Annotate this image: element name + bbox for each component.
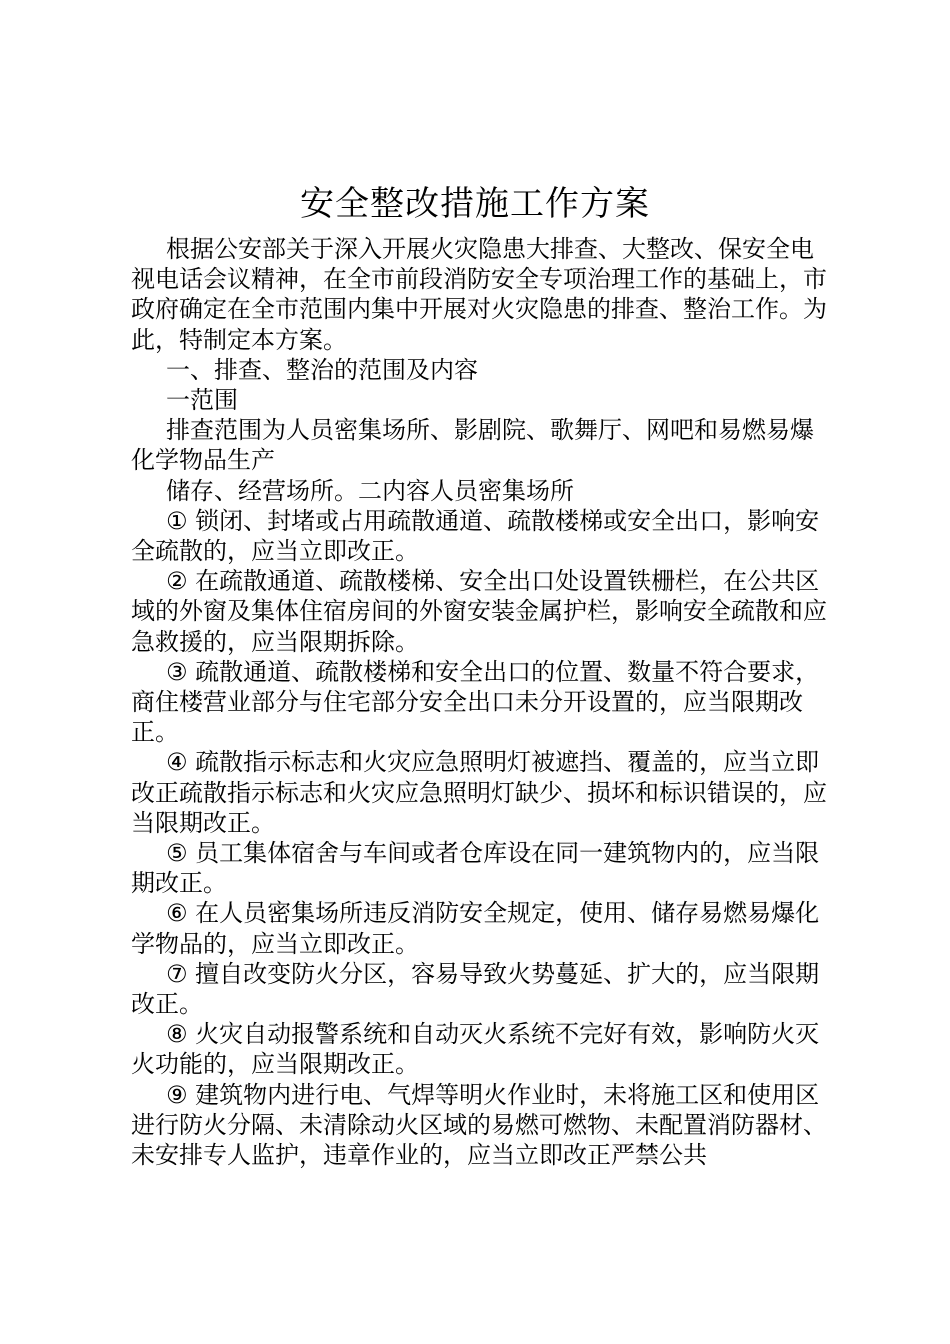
list-item-2: ② 在疏散通道、疏散楼梯、安全出口处设置铁栅栏，在公共区域的外窗及集体住宿房间的外窗安装金属护栏，影响安全疏散和应急救援的，应当限期拆除。 bbox=[131, 567, 827, 656]
list-item-7: ⑦ 擅自改变防火分区，容易导致火势蔓延、扩大的，应当限期改正。 bbox=[131, 959, 820, 1019]
subsection-heading-scope: 一范围 bbox=[166, 386, 238, 415]
list-item-6: ⑥ 在人员密集场所违反消防安全规定，使用、储存易燃易爆化学物品的，应当立即改正。 bbox=[131, 899, 820, 958]
document-body bbox=[131, 234, 831, 1170]
list-item-4: ④ 疏散指示标志和火灾应急照明灯被遮挡、覆盖的，应当立即改正疏散指示标志和火灾应急照明灯缺少、损坏和标识错误的，应当限期改正。 bbox=[131, 748, 827, 837]
paragraph-scope-continued: 储存、经营场所。二内容人员密集场所 bbox=[166, 476, 574, 505]
document-title: 安全整改措施工作方案 bbox=[300, 184, 650, 224]
list-item-5: ⑤ 员工集体宿舍与车间或者仓库设在同一建筑物内的，应当限期改正。 bbox=[131, 839, 820, 898]
list-item-8: ⑧ 火灾自动报警系统和自动灭火系统不完好有效，影响防火灭火功能的，应当限期改正。 bbox=[131, 1020, 820, 1079]
section-heading-scope-content: 一、排查、整治的范围及内容 bbox=[166, 355, 478, 384]
list-item-3: ③ 疏散通道、疏散楼梯和安全出口的位置、数量不符合要求，商住楼营业部分与住宅部分安全出口未分开设置的，应当限期改正。 bbox=[131, 657, 820, 747]
paragraph-scope: 排查范围为人员密集场所、影剧院、歌舞厅、网吧和易燃易爆化学物品生产 bbox=[131, 416, 814, 475]
list-item-9: ⑨ 建筑物内进行电、气焊等明火作业时，未将施工区和使用区进行防火分隔、未清除动火区域的易燃可燃物、未配置消防器材、未安排专人监护，违章作业的，应当立即改正严禁公共 bbox=[131, 1080, 827, 1170]
paragraph-intro: 根据公安部关于深入开展火灾隐患大排查、大整改、保安全电视电话会议精神，在全市前段消防安全专项治理工作的基础上，市政府确定在全市范围内集中开展对火灾隐患的排查、整治工作。为此，特制定本方案。 bbox=[131, 235, 827, 354]
list-item-1: ① 锁闭、封堵或占用疏散通道、疏散楼梯或安全出口，影响安全疏散的，应当立即改正。 bbox=[131, 506, 820, 566]
